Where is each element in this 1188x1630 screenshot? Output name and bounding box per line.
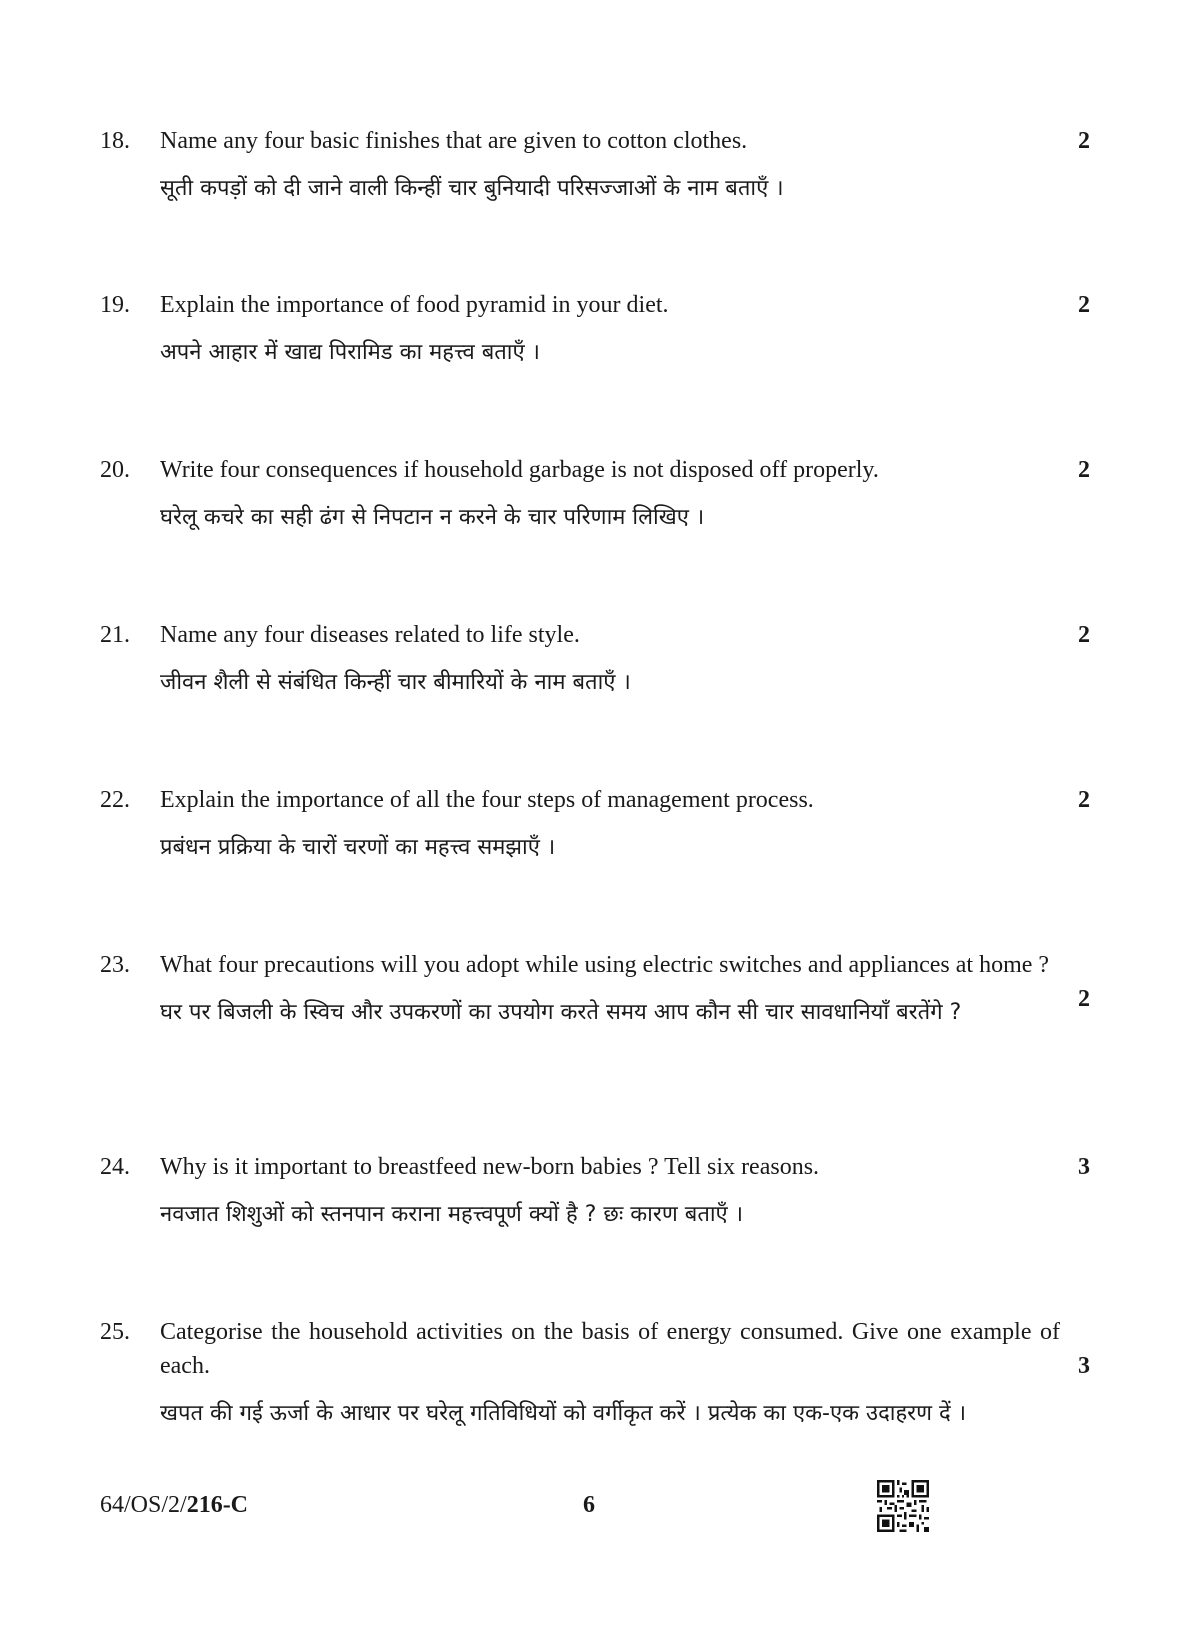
- question-text-english: What four precautions will you adopt while using electric switches and appliances at home ?: [160, 952, 1050, 978]
- question-marks: 2: [1078, 128, 1090, 154]
- question-text-hindi: सूती कपड़ों को दी जाने वाली किन्हीं चार बुनियादी परिसज्जाओं के नाम बताएँ ।: [160, 176, 784, 201]
- question-text-english: Write four consequences if household garbage is not disposed off properly.: [160, 457, 879, 483]
- question-text-hindi: जीवन शैली से संबंधित किन्हीं चार बीमारियों के नाम बताएँ ।: [160, 670, 631, 695]
- question-marks: 2: [1078, 292, 1090, 318]
- question-body: [160, 948, 1060, 1030]
- question-number: 25.: [100, 1319, 130, 1345]
- question-body: [160, 1150, 1060, 1232]
- question-number: 19.: [100, 292, 130, 318]
- question-marks: 2: [1078, 622, 1090, 648]
- question-number: 20.: [100, 457, 130, 483]
- paper-code: [100, 1488, 248, 1522]
- question-text-hindi: खपत की गई ऊर्जा के आधार पर घरेलू गतिविधियों को वर्गीकृत करें । प्रत्येक का एक-एक उदाहरण दें ।: [160, 1401, 967, 1426]
- question-text-english: Name any four basic finishes that are given to cotton clothes.: [160, 128, 748, 154]
- question-text-hindi: अपने आहार में खाद्य पिरामिड का महत्त्व बताएँ ।: [160, 340, 541, 365]
- question-text-english: Explain the importance of all the four steps of management process.: [160, 787, 814, 813]
- question-body: [160, 124, 1060, 206]
- question-marks: 3: [1078, 1353, 1090, 1379]
- question-marks: 3: [1078, 1154, 1090, 1180]
- qr-code-icon: [877, 1480, 929, 1532]
- question-marks: 2: [1078, 787, 1090, 813]
- page-number: 6: [583, 1492, 595, 1518]
- question-text-hindi: घरेलू कचरे का सही ढंग से निपटान न करने के चार परिणाम लिखिए ।: [160, 505, 705, 530]
- question-number: 24.: [100, 1154, 130, 1180]
- question-body: [160, 1315, 1060, 1431]
- question-marks: 2: [1078, 457, 1090, 483]
- question-number: 18.: [100, 128, 130, 154]
- question-text-hindi: प्रबंधन प्रक्रिया के चारों चरणों का महत्त्व समझाएँ ।: [160, 835, 556, 860]
- question-number: 23.: [100, 952, 130, 978]
- question-text-hindi: घर पर बिजली के स्विच और उपकरणों का उपयोग करते समय आप कौन सी चार सावधानियाँ बरतेंगे ?: [160, 1000, 962, 1025]
- question-number: 21.: [100, 622, 130, 648]
- question-marks: 2: [1078, 986, 1090, 1012]
- question-text-hindi: नवजात शिशुओं को स्तनपान कराना महत्त्वपूर्ण क्यों है ? छः कारण बताएँ ।: [160, 1202, 744, 1227]
- paper-code-bold: 216-C: [186, 1492, 249, 1518]
- question-body: [160, 783, 1060, 865]
- paper-code-prefix: 64/OS/2/: [100, 1492, 187, 1518]
- question-body: [160, 288, 1060, 370]
- question-number: 22.: [100, 787, 130, 813]
- question-body: [160, 453, 1060, 535]
- question-text-english: Why is it important to breastfeed new-born babies ? Tell six reasons.: [160, 1154, 820, 1180]
- question-text-english: Categorise the household activities on the basis of energy consumed. Give one example of each.: [160, 1319, 1060, 1379]
- question-text-english: Name any four diseases related to life style.: [160, 622, 580, 648]
- question-text-english: Explain the importance of food pyramid in your diet.: [160, 292, 669, 318]
- question-body: [160, 618, 1060, 700]
